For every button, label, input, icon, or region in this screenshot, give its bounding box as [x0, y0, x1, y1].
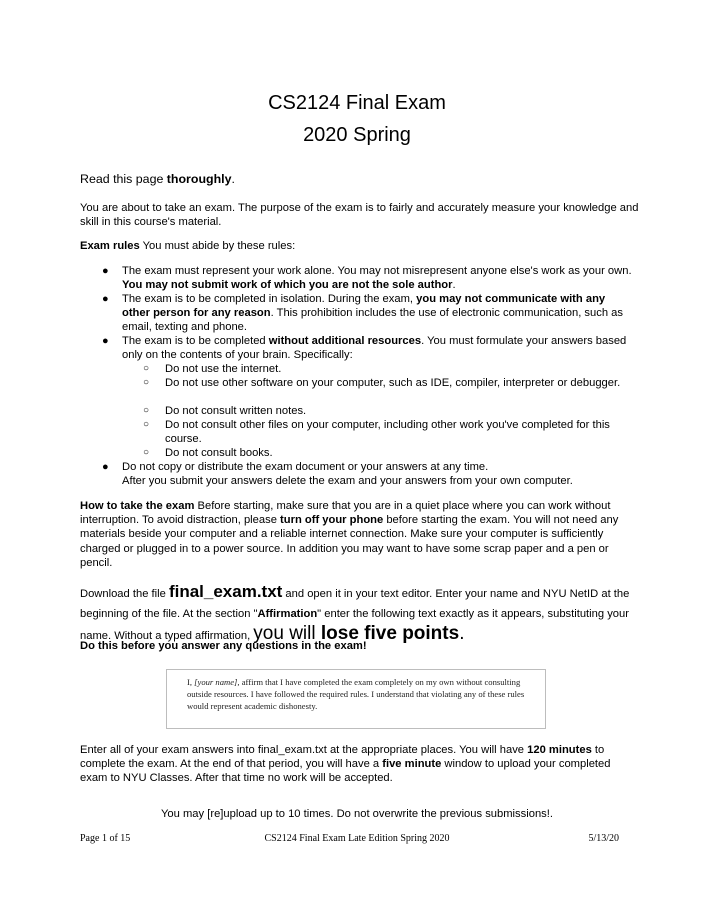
bullet-icon: ●	[102, 265, 109, 277]
exam-file-name: final_exam.txt	[168, 582, 283, 601]
rules-heading: Exam rules	[80, 240, 140, 252]
intro-paragraph: You are about to take an exam. The purpose of the exam is to fairly and accurately measure your knowledge and skill in this course's material.	[80, 202, 639, 229]
subrule-books: Do not consult books.	[165, 447, 273, 459]
upload-note: You may [re]upload up to 10 times. Do not overwrite the previous submissions!.	[161, 808, 553, 820]
subrule-files: Do not consult other files on your computer, including other work you've completed for this course.	[165, 419, 610, 446]
footer-date: 5/13/20	[588, 833, 619, 844]
download-paragraph: Download the file final_exam.txt and open it in your text editor. Enter your name and NYU NetID at the beginning of the file. At the section "Affirmation" enter the following text exactly as it appears, substituting your name. Without a typed affirmation, you will lose five points.	[80, 582, 630, 644]
circle-bullet-icon: ○	[143, 405, 150, 416]
read-instruction: Read this page thoroughly.	[80, 172, 235, 186]
circle-bullet-icon: ○	[143, 419, 150, 430]
rules-intro: Exam rules You must abide by these rules:	[80, 240, 296, 252]
circle-bullet-icon: ○	[143, 447, 150, 458]
exam-subtitle: 2020 Spring	[303, 124, 411, 146]
howto-paragraph: How to take the exam Before starting, make sure that you are in a quiet place where you can work without interruption. To avoid distraction, please turn off your phone before starting the exam. You will not need any materials beside your computer and a reliable internet connection. Make sure your computer is sufficiently charged or plugged in to a power source. In addition you may want to have some scrap paper and a pen or pencil.	[80, 500, 619, 569]
rule-sole-author: The exam must represent your work alone. You may not misrepresent anyone else's work as your own. You may not submit work of which you are not the sole author.	[122, 265, 632, 292]
bullet-icon: ●	[102, 461, 109, 473]
subrule-internet: Do not use the internet.	[165, 363, 282, 375]
rule-isolation: The exam is to be completed in isolation. During the exam, you may not communicate with any other person for any reason. This prohibition includes the use of electronic communication, such as email, texting and phone.	[122, 293, 623, 334]
affirmation-text-box: I, [your name], affirm that I have completed the exam completely on my own without consulting outside resources. I have followed the required rules. I understand that violating any of these rules would represent academic dishonesty.	[166, 669, 546, 729]
exam-title: CS2124 Final Exam	[268, 92, 446, 114]
bullet-icon: ●	[102, 293, 109, 305]
bullet-icon: ●	[102, 335, 109, 347]
subrule-software: Do not use other software on your computer, such as IDE, compiler, interpreter or debugger.	[165, 377, 621, 389]
answers-paragraph: Enter all of your exam answers into final_exam.txt at the appropriate places. You will have 120 minutes to complete the exam. At the end of that period, you will have a five minute window to upload your completed exam to NYU Classes. After that time no work will be accepted.	[80, 744, 611, 785]
do-this-first: Do this before you answer any questions in the exam!	[80, 640, 367, 652]
circle-bullet-icon: ○	[143, 363, 150, 374]
howto-heading: How to take the exam	[80, 500, 195, 512]
rule-no-distribution: Do not copy or distribute the exam document or your answers at any time. After you submit your answers delete the exam and your answers from your own computer.	[122, 461, 573, 488]
footer-page-number: Page 1 of 15	[80, 833, 131, 844]
subrule-notes: Do not consult written notes.	[165, 405, 307, 417]
footer-title: CS2124 Final Exam Late Edition Spring 2020	[264, 833, 450, 844]
rule-no-resources: The exam is to be completed without additional resources. You must formulate your answers based only on the contents of your brain. Specifically:	[122, 335, 627, 362]
circle-bullet-icon: ○	[143, 377, 150, 388]
